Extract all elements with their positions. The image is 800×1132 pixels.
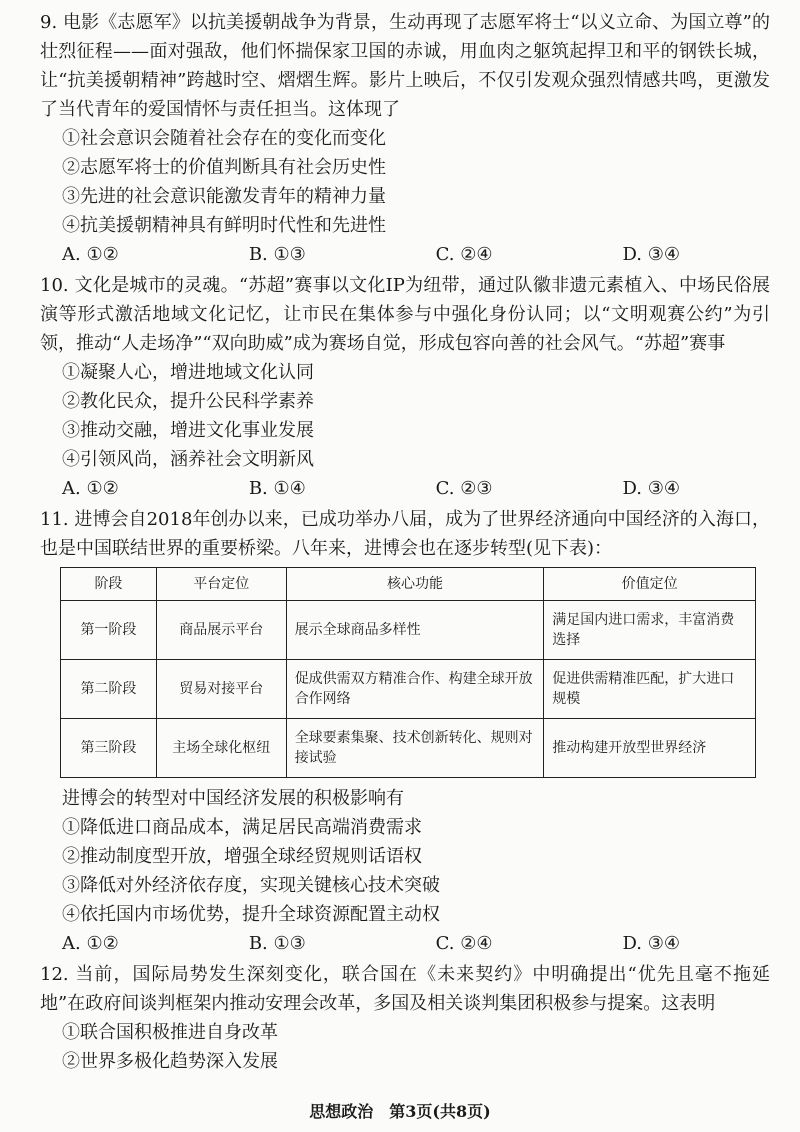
question-11-choice-a: A. ①② (62, 933, 119, 954)
table-cell: 贸易对接平台 (156, 660, 286, 719)
question-12 (40, 960, 770, 1076)
question-9-choice-b: B. ①③ (248, 244, 306, 265)
question-9-option-4: ④抗美援朝精神具有鲜明时代性和先进性 (62, 215, 386, 236)
question-12-option-1: ①联合国积极推进自身改革 (62, 1022, 278, 1043)
question-11-option-3: ③降低对外经济依存度，实现关键核心技术突破 (62, 875, 440, 896)
page-footer: 思想政治 第3页(共8页) (309, 1102, 491, 1121)
table-cell: 主场全球化枢纽 (156, 719, 286, 778)
table-header-stage: 阶段 (61, 568, 157, 601)
table-row (61, 660, 756, 719)
table-cell: 展示全球商品多样性 (286, 601, 544, 660)
question-10-stem: 10. 文化是城市的灵魂。“苏超”赛事以文化IP为纽带，通过队徽非遗元素植入、中场民俗展演等形式激活地域文化记忆，让市民在集体参与中强化身份认同；以“文明观赛公约”为引领，推动“人走场净”“双向助威”成为赛场自觉，形成包容向善的社会风气。“苏超”赛事 (40, 275, 770, 354)
question-11-choices (40, 929, 770, 958)
table-row (61, 719, 756, 778)
question-10-option-3: ③推动交融，增进文化事业发展 (62, 420, 314, 441)
question-10-choice-c: C. ②③ (435, 478, 493, 499)
question-9-stem: 9. 电影《志愿军》以抗美援朝战争为背景，生动再现了志愿军将士“以义立命、为国立尊”的壮烈征程——面对强敌，他们怀揣保家卫国的赤诚，用血肉之躯筑起捍卫和平的钢铁长城，让“抗美援朝精神”跨越时空、熠熠生辉。影片上映后，不仅引发观众强烈情感共鸣，更激发了当代青年的爱国情怀与责任担当。这体现了 (40, 12, 770, 120)
table-header-value: 价值定位 (544, 568, 756, 601)
table-cell: 第三阶段 (61, 719, 157, 778)
question-9-choice-c: C. ②④ (435, 244, 493, 265)
question-9-option-1: ①社会意识会随着社会存在的变化而变化 (62, 128, 386, 149)
question-10-choices (40, 474, 770, 503)
table-row (61, 601, 756, 660)
expo-transformation-table (60, 567, 756, 778)
table-cell: 促成供需双方精准合作、构建全球开放合作网络 (286, 660, 544, 719)
table-cell: 商品展示平台 (156, 601, 286, 660)
table-cell: 第一阶段 (61, 601, 157, 660)
question-10 (40, 271, 770, 503)
table-cell: 全球要素集聚、技术创新转化、规则对接试验 (286, 719, 544, 778)
question-9-choice-a: A. ①② (62, 244, 119, 265)
question-10-choice-d: D. ③④ (622, 478, 680, 499)
question-10-option-2: ②教化民众，提升公民科学素养 (62, 391, 314, 412)
question-11 (40, 505, 770, 958)
question-9-choices (40, 240, 770, 269)
table-cell: 满足国内进口需求，丰富消费选择 (544, 601, 756, 660)
question-11-prompt: 进博会的转型对中国经济发展的积极影响有 (62, 788, 404, 809)
table-header-row (61, 568, 756, 601)
question-9-choice-d: D. ③④ (622, 244, 680, 265)
question-11-option-2: ②推动制度型开放，增强全球经贸规则话语权 (62, 846, 422, 867)
question-11-stem: 11. 进博会自2018年创办以来，已成功举办八届，成为了世界经济通向中国经济的入海口，也是中国联结世界的重要桥梁。八年来，进博会也在逐步转型(见下表)： (40, 509, 770, 559)
question-12-stem: 12. 当前，国际局势发生深刻变化，联合国在《未来契约》中明确提出“优先且毫不拖延地”在政府间谈判框架内推动安理会改革，多国及相关谈判集团积极参与提案。这表明 (40, 964, 770, 1014)
question-12-option-2: ②世界多极化趋势深入发展 (62, 1051, 278, 1072)
question-9-option-3: ③先进的社会意识能激发青年的精神力量 (62, 186, 386, 207)
question-11-choice-c: C. ②④ (435, 933, 493, 954)
question-11-choice-b: B. ①③ (248, 933, 306, 954)
question-11-choice-d: D. ③④ (622, 933, 680, 954)
table-header-core-function: 核心功能 (286, 568, 544, 601)
table-cell: 促进供需精准匹配，扩大进口规模 (544, 660, 756, 719)
question-11-option-4: ④依托国内市场优势，提升全球资源配置主动权 (62, 904, 440, 925)
question-9 (40, 8, 770, 269)
table-cell: 第二阶段 (61, 660, 157, 719)
question-9-option-2: ②志愿军将士的价值判断具有社会历史性 (62, 157, 386, 178)
question-10-choice-a: A. ①② (62, 478, 119, 499)
question-10-option-1: ①凝聚人心，增进地域文化认同 (62, 362, 314, 383)
question-10-choice-b: B. ①④ (248, 478, 306, 499)
question-10-option-4: ④引领风尚，涵养社会文明新风 (62, 449, 314, 470)
table-cell: 推动构建开放型世界经济 (544, 719, 756, 778)
table-header-positioning: 平台定位 (156, 568, 286, 601)
question-11-option-1: ①降低进口商品成本，满足居民高端消费需求 (62, 817, 422, 838)
